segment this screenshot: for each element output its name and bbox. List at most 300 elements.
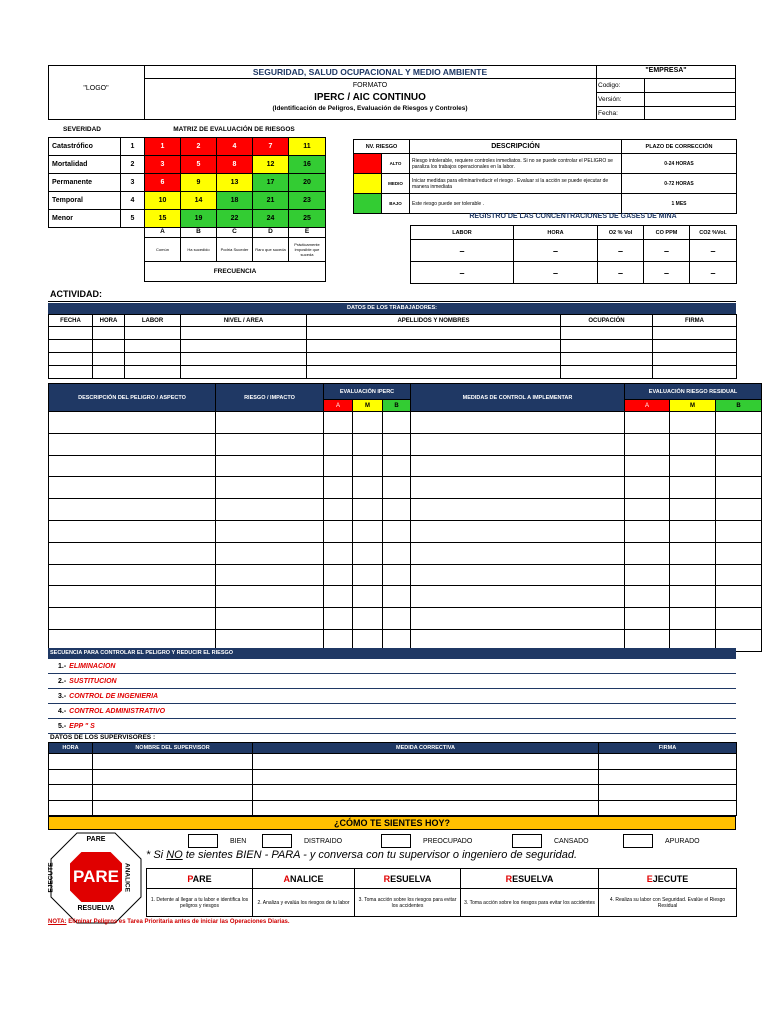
step-description: 4. Realiza su labor con Seguridad. Evalúe el Riesgo Residual [599,889,737,917]
feel-option-label: APURADO [665,837,700,845]
supervisor-cell[interactable] [49,754,93,770]
severity-label: Temporal [49,192,121,210]
supervisor-cell[interactable] [599,800,737,816]
worker-cell[interactable] [49,353,93,366]
supervisors-table [48,742,737,816]
hazard-cell[interactable] [324,520,353,542]
matrix-cell: 20 [289,174,326,192]
worker-cell[interactable] [307,366,561,379]
matrix-cell: 6 [145,174,181,192]
feel-option-label: DISTRAIDO [304,837,343,845]
header-title: SEGURIDAD, SALUD OCUPACIONAL Y MEDIO AMBIENTE [252,67,488,77]
hazard-cell[interactable] [670,477,716,499]
severity-label: Mortalidad [49,156,121,174]
level-plazo: 0-24 HORAS [622,154,737,174]
supervisor-cell[interactable] [93,785,253,801]
sequence-text: ELIMINACION [69,663,116,670]
hazard-cell[interactable] [324,433,353,455]
sequence-text: CONTROL DE INGENIERIA [69,693,159,700]
hazard-cell[interactable] [411,477,625,499]
hazard-cell[interactable] [411,564,625,586]
supervisors-title: DATOS DE LOS SUPERVISORES : [50,734,156,741]
level-description: Iniciar medidas para eliminar/reducir el riesgo . Evaluar si la acción se puede ejecutar de manera inmediata [410,174,622,194]
actividad-label: ACTIVIDAD: [50,289,102,299]
supervisor-cell[interactable] [49,785,93,801]
level-plazo: 1 MES [622,194,737,214]
frequency-desc: Ha sucedido [181,237,217,261]
frecuencia-label: FRECUENCIA [145,261,326,281]
step-title: ANALICE [253,869,355,889]
feel-message: * Si NO te sientes BIEN - PARA - y conversa con tu supervisor o ingeniero de seguridad. [146,849,578,861]
hazard-cell[interactable] [383,499,411,521]
matrix-cell: 14 [181,192,217,210]
hazard-cell[interactable] [216,477,324,499]
matrix-cell: 1 [145,138,181,156]
sequence-number: 3.- [58,693,67,700]
hazard-cell[interactable] [49,608,216,630]
severity-number: 4 [121,192,145,210]
gas-header: CO2 %Vol. [690,226,737,240]
worker-cell[interactable] [125,366,181,379]
worker-cell[interactable] [653,366,737,379]
resid-m: M [670,400,716,412]
gas-value: – [644,262,690,284]
hazard-cell[interactable] [383,433,411,455]
hazard-cell[interactable] [625,542,670,564]
steps-table [146,868,737,917]
matrix-cell: 16 [289,156,326,174]
hazard-cell[interactable] [716,412,762,434]
frequency-desc: Común [145,237,181,261]
hazard-cell[interactable] [411,412,625,434]
worker-cell[interactable] [307,353,561,366]
frequency-letter: E [289,227,326,237]
frequency-letter: C [217,227,253,237]
worker-cell[interactable] [93,340,125,353]
sequence-item [48,704,736,719]
hazard-cell[interactable] [670,412,716,434]
hazard-cell[interactable] [216,499,324,521]
hazard-cell[interactable] [716,520,762,542]
hazard-cell[interactable] [216,586,324,608]
hazard-cell[interactable] [49,433,216,455]
worker-cell[interactable] [561,327,653,340]
hazard-cell[interactable] [411,520,625,542]
worker-cell[interactable] [49,366,93,379]
level-description: Riesgo intolerable, requiere controles inmediatos. Si no se puede controlar el PELIGRO se paraliza los trabajos operacionales en la labor. [410,154,622,174]
hazard-cell[interactable] [411,586,625,608]
matrix-cell: 9 [181,174,217,192]
worker-cell[interactable] [125,353,181,366]
step-description: 3. Toma acción sobre los riesgos para evitar los accidentes [355,889,461,917]
hazard-cell[interactable] [383,477,411,499]
hazard-cell[interactable] [670,499,716,521]
descripcion-header: DESCRIPCIÓN [410,140,622,154]
step-title: RESUELVA [355,869,461,889]
hazard-cell[interactable] [353,499,383,521]
matrix-title: MATRIZ DE EVALUACIÓN DE RIESGOS [173,126,295,133]
eval-b: B [383,400,411,412]
hazard-cell[interactable] [49,412,216,434]
hazard-cell[interactable] [383,542,411,564]
gas-value: – [514,262,598,284]
feel-option [623,834,700,848]
worker-cell[interactable] [653,353,737,366]
hazard-cell[interactable] [625,477,670,499]
worker-cell[interactable] [49,327,93,340]
hazard-cell[interactable] [625,499,670,521]
hazard-cell[interactable] [324,608,353,630]
matrix-cell: 21 [253,192,289,210]
hazard-cell[interactable] [625,433,670,455]
worker-cell[interactable] [125,340,181,353]
matrix-cell: 22 [217,210,253,228]
sequence-number: 2.- [58,678,67,685]
version-label: Versión: [598,96,622,103]
hazard-cell[interactable] [716,433,762,455]
hazard-cell[interactable] [216,433,324,455]
hazard-cell[interactable] [324,542,353,564]
level-color-swatch [354,194,382,214]
severity-number: 2 [121,156,145,174]
supervisor-header: HORA [49,743,93,754]
severidad-header: SEVERIDAD [63,126,101,133]
worker-cell[interactable] [561,340,653,353]
eval-iperc-header: EVALUACIÓN IPERC [324,384,411,400]
worker-cell[interactable] [181,366,307,379]
supervisor-cell[interactable] [93,754,253,770]
matrix-cols [144,227,326,282]
severity-number: 5 [121,210,145,228]
hazard-cell[interactable] [383,455,411,477]
doc-title: IPERC / AIC CONTINUO [314,92,426,103]
resid-b: B [716,400,762,412]
worker-cell[interactable] [93,353,125,366]
hazard-cell[interactable] [411,542,625,564]
hazard-cell[interactable] [49,542,216,564]
frequency-letter: B [181,227,217,237]
matrix-cell: 18 [217,192,253,210]
worker-header: FIRMA [653,315,737,327]
severity-label: Permanente [49,174,121,192]
worker-cell[interactable] [93,366,125,379]
hazard-cell[interactable] [716,542,762,564]
hazard-cell[interactable] [216,542,324,564]
hazard-cell[interactable] [383,564,411,586]
worker-cell[interactable] [561,353,653,366]
matrix-cell: 4 [217,138,253,156]
hazard-cell[interactable] [411,499,625,521]
level-color-swatch [354,174,382,194]
step-title: EJECUTE [599,869,737,889]
level-name: ALTO [382,154,410,174]
hazard-cell[interactable] [49,586,216,608]
sequence-text: SUSTITUCION [69,678,117,685]
hazard-cell[interactable] [49,520,216,542]
hazard-cell[interactable] [716,608,762,630]
worker-cell[interactable] [181,340,307,353]
gas-value: – [411,240,514,262]
step-description: 1. Detente al llegar a tu labor e identifica los peligros y riesgos [147,889,253,917]
worker-cell[interactable] [49,340,93,353]
hazard-cell[interactable] [353,520,383,542]
hazard-cell[interactable] [324,499,353,521]
frequency-desc: Podría Suceder [217,237,253,261]
supervisor-header: MEDIDA CORRECTIVA [253,743,599,754]
hazard-cell[interactable] [625,520,670,542]
residual-header: EVALUACIÓN RIESGO RESIDUAL [625,384,762,400]
hazard-cell[interactable] [411,608,625,630]
matrix-cell: 8 [217,156,253,174]
hazard-cell[interactable] [625,608,670,630]
hazard-cell[interactable] [670,520,716,542]
hazard-cell[interactable] [216,564,324,586]
eval-a: A [324,400,353,412]
sign-center: PARE [73,867,119,886]
supervisor-cell[interactable] [253,785,599,801]
hazard-cell[interactable] [216,412,324,434]
worker-cell[interactable] [93,327,125,340]
hazards-table [48,383,762,652]
supervisor-cell[interactable] [599,754,737,770]
feel-title: ¿CÓMO TE SIENTES HOY? [48,816,736,830]
gas-header: O2 % Vol [598,226,644,240]
hazard-cell[interactable] [411,433,625,455]
hazard-cell[interactable] [716,477,762,499]
supervisor-cell[interactable] [49,769,93,785]
supervisor-cell[interactable] [253,754,599,770]
hazard-cell[interactable] [324,586,353,608]
plazo-header: PLAZO DE CORRECCIÓN [622,140,737,154]
hazard-cell[interactable] [216,520,324,542]
sign-left: EJECUTE [47,862,55,893]
feel-option-label: BIEN [230,837,247,845]
sign-right: ANALICE [123,863,131,892]
hazard-cell[interactable] [383,412,411,434]
hazard-cell[interactable] [49,477,216,499]
hazard-cell[interactable] [353,586,383,608]
hazard-cell[interactable] [353,564,383,586]
gases-title: REGISTRO DE LAS CONCENTRACIONES DE GASES DE MINA [469,213,677,220]
worker-cell[interactable] [181,327,307,340]
supervisor-cell[interactable] [599,769,737,785]
empresa-label: "EMPRESA" [645,67,687,74]
feel-option [512,834,589,848]
note: NOTA: Eliminar Peligros es Tarea Prioritaria antes de iniciar las Operaciones Diarias. [48,919,290,925]
hazard-cell[interactable] [324,564,353,586]
hazard-cell[interactable] [625,412,670,434]
feel-checkbox[interactable] [512,834,542,848]
step-title: RESUELVA [461,869,599,889]
frequency-desc: Raro que suceda [253,237,289,261]
sequence-number: 4.- [58,708,67,715]
feel-option [381,834,472,848]
gas-value: – [598,240,644,262]
resid-a: A [625,400,670,412]
level-name: MEDIO [382,174,410,194]
gas-value: – [690,262,737,284]
hazard-cell[interactable] [353,542,383,564]
frequency-letter: A [145,227,181,237]
worker-cell[interactable] [181,353,307,366]
hazard-cell[interactable] [625,586,670,608]
severity-number: 1 [121,138,145,156]
risk-matrix [48,137,326,228]
doc-subtitle: (Identificación de Peligros, Evaluación de Riesgos y Controles) [272,105,468,112]
eval-m: M [353,400,383,412]
sequence-text: EPP " S [69,723,95,730]
step-description: 3. Toma acción sobre los riesgos para evitar los accidentes [461,889,599,917]
supervisor-cell[interactable] [49,800,93,816]
hazard-cell[interactable] [670,608,716,630]
gas-value: – [514,240,598,262]
supervisor-cell[interactable] [253,769,599,785]
supervisor-header: FIRMA [599,743,737,754]
hazard-cell[interactable] [670,455,716,477]
hazard-cell[interactable] [49,455,216,477]
level-name: BAJO [382,194,410,214]
worker-cell[interactable] [307,327,561,340]
step-title: PARE [147,869,253,889]
hazard-cell[interactable] [670,564,716,586]
hazard-cell[interactable] [49,499,216,521]
supervisor-cell[interactable] [93,769,253,785]
hazard-cell[interactable] [353,455,383,477]
hazard-cell[interactable] [353,477,383,499]
supervisor-header: NOMBRE DEL SUPERVISOR [93,743,253,754]
hazard-cell[interactable] [216,608,324,630]
level-description: Este riesgo puede ser tolerable . [410,194,622,214]
sequence-title: SECUENCIA PARA CONTROLAR EL PELIGRO Y REDUCIR EL RIESGO [48,648,736,659]
gas-value: – [644,240,690,262]
hazard-cell[interactable] [383,520,411,542]
sequence-number: 5.- [58,723,67,730]
logo-placeholder: "LOGO" [83,85,109,92]
matrix-cell: 7 [253,138,289,156]
hazard-cell[interactable] [383,608,411,630]
matrix-cell: 25 [289,210,326,228]
gas-header: LABOR [411,226,514,240]
matrix-cell: 3 [145,156,181,174]
hazard-cell[interactable] [353,608,383,630]
gas-value: – [690,240,737,262]
worker-cell[interactable] [125,327,181,340]
codigo-label: Codigo: [598,82,621,89]
feel-option [262,834,342,848]
matrix-cell: 2 [181,138,217,156]
worker-cell[interactable] [307,340,561,353]
hazard-cell[interactable] [353,433,383,455]
fecha-label: Fecha: [598,110,618,117]
gas-value: – [411,262,514,284]
gas-header: HORA [514,226,598,240]
matrix-cell: 23 [289,192,326,210]
sequence-number: 1.- [58,663,67,670]
step-description: 2. Analiza y evalúa los riesgos de tu labor [253,889,355,917]
gas-value: – [598,262,644,284]
matrix-cell: 24 [253,210,289,228]
hazard-cell[interactable] [49,564,216,586]
feel-option-label: CANSADO [554,837,589,845]
hazard-cell[interactable] [411,455,625,477]
workers-title: DATOS DE LOS TRABAJADORES: [48,303,736,314]
hazard-cell[interactable] [625,455,670,477]
medidas-header: MEDIDAS DE CONTROL A IMPLEMENTAR [411,384,625,412]
gases-table [410,225,737,284]
feel-checkbox[interactable] [262,834,292,848]
hazard-cell[interactable] [324,477,353,499]
hazard-risk-header: RIESGO / IMPACTO [216,384,324,412]
matrix-cell: 12 [253,156,289,174]
supervisor-cell[interactable] [253,800,599,816]
feel-checkbox[interactable] [623,834,653,848]
hazard-cell[interactable] [324,455,353,477]
hazard-desc-header: DESCRIPCIÓN DEL PELIGRO / ASPECTO [49,384,216,412]
worker-header: FECHA [49,315,93,327]
frequency-desc: Prácticamente imposible que suceda [289,237,326,261]
worker-cell[interactable] [653,327,737,340]
hazard-cell[interactable] [670,542,716,564]
sequence-item [48,719,736,734]
feel-option [188,834,246,848]
formato-label: FORMATO [352,82,388,89]
worker-cell[interactable] [653,340,737,353]
worker-header: NIVEL / AREA [181,315,307,327]
matrix-cell: 11 [289,138,326,156]
workers-table [48,314,737,379]
sequence-item [48,659,736,674]
supervisor-cell[interactable] [599,785,737,801]
worker-header: LABOR [125,315,181,327]
frequency-letter: D [253,227,289,237]
hazard-cell[interactable] [716,564,762,586]
matrix-cell: 15 [145,210,181,228]
hazard-cell[interactable] [216,455,324,477]
severity-label: Catastrófico [49,138,121,156]
sequence-item [48,689,736,704]
feel-option-label: PREOCUPADO [423,837,473,845]
sequence-text: CONTROL ADMINISTRATIVO [69,708,166,715]
sequence-list [48,659,736,734]
sign-top: PARE [86,836,106,843]
sequence-item [48,674,736,689]
hazard-cell[interactable] [670,433,716,455]
worker-cell[interactable] [561,366,653,379]
severity-label: Menor [49,210,121,228]
hazard-cell[interactable] [324,412,353,434]
hazard-cell[interactable] [670,586,716,608]
feel-options [180,832,736,848]
matrix-cell: 10 [145,192,181,210]
hazard-cell[interactable] [383,586,411,608]
gas-header: CO PPM [644,226,690,240]
severity-number: 3 [121,174,145,192]
supervisor-cell[interactable] [93,800,253,816]
hazard-cell[interactable] [353,412,383,434]
risk-levels-table [353,139,737,214]
hazard-cell[interactable] [625,564,670,586]
hazard-cell[interactable] [716,586,762,608]
nivel-header: NV. RIESGO [354,140,410,154]
matrix-cell: 5 [181,156,217,174]
worker-header: HORA [93,315,125,327]
worker-header: OCUPACIÓN [561,315,653,327]
hazard-cell[interactable] [716,455,762,477]
hazard-cell[interactable] [716,499,762,521]
feel-checkbox[interactable] [381,834,411,848]
level-plazo: 0-72 HORAS [622,174,737,194]
feel-checkbox[interactable] [188,834,218,848]
